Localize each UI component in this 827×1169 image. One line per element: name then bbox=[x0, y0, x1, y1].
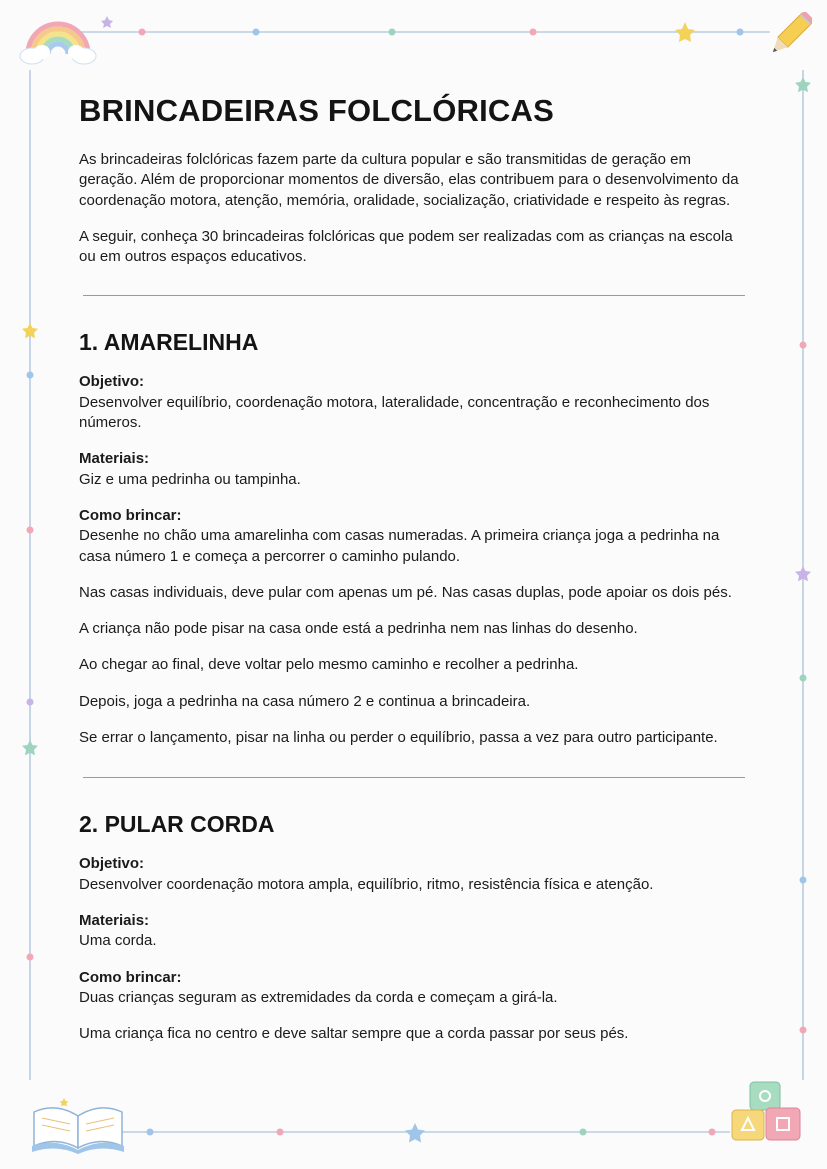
objective-text: Desenvolver equilíbrio, coordenação motora, lateralidade, concentração e reconhecimento dos números. bbox=[79, 393, 710, 432]
objective-label: Objetivo: bbox=[79, 373, 145, 391]
toy-blocks-icon bbox=[726, 1078, 808, 1146]
how-to-play-paragraph: Uma criança fica no centro e deve saltar sempre que a corda passar por seus pés. bbox=[79, 1025, 629, 1043]
how-to-play-label: Como brincar: bbox=[79, 506, 182, 524]
materials-label: Materiais: bbox=[79, 911, 150, 929]
section-divider bbox=[83, 295, 745, 296]
how-to-play-paragraph: A criança não pode pisar na casa onde está a pedrinha nem nas linhas do desenho. bbox=[79, 620, 638, 638]
how-to-play-paragraph: Nas casas individuais, deve pular com apenas um pé. Nas casas duplas, pode apoiar os dois pés. bbox=[79, 583, 732, 601]
intro-paragraph: As brincadeiras folclóricas fazem parte da cultura popular e são transmitidas de geração em geração. Além de proporcionar momentos de diversão, elas contribuem para o desenvolvimento da coordenação motora, atenção, memória, oralidade, socialização, criatividade e respeito às regras. bbox=[79, 151, 739, 209]
how-to-play-paragraph: Se errar o lançamento, pisar na linha ou perder o equilíbrio, passa a vez para outro participante. bbox=[79, 729, 718, 747]
how-to-play-paragraph: Desenhe no chão uma amarelinha com casas numeradas. A primeira criança joga a pedrinha na casa número 1 e começa a percorrer o caminho pulando. bbox=[79, 527, 720, 565]
materials-text: Uma corda. bbox=[79, 932, 157, 950]
intro-paragraph: A seguir, conheça 30 brincadeiras folclóricas que podem ser realizadas com as crianças na escola ou em outros espaços educativos. bbox=[79, 227, 733, 266]
open-book-icon bbox=[28, 1094, 128, 1156]
materials-text: Giz e uma pedrinha ou tampinha. bbox=[79, 470, 301, 488]
objective-text: Desenvolver coordenação motora ampla, equilíbrio, ritmo, resistência física e atenção. bbox=[79, 875, 654, 893]
how-to-play-label: Como brincar: bbox=[79, 968, 182, 986]
how-to-play-paragraph: Ao chegar ao final, deve voltar pelo mesmo caminho e recolher a pedrinha. bbox=[79, 656, 579, 674]
rainbow-cloud-icon bbox=[18, 8, 100, 68]
how-to-play-paragraph: Duas crianças seguram as extremidades da corda e começam a girá-la. bbox=[79, 988, 558, 1006]
document-content bbox=[79, 92, 747, 1044]
materials-label: Materiais: bbox=[79, 450, 150, 468]
how-to-play-paragraph: Depois, joga a pedrinha na casa número 2 e continua a brincadeira. bbox=[79, 692, 531, 710]
objective-label: Objetivo: bbox=[79, 855, 145, 873]
section-heading: 1. AMARELINHA bbox=[79, 329, 259, 356]
page-title: BRINCADEIRAS FOLCLÓRICAS bbox=[79, 93, 554, 128]
section-divider bbox=[83, 777, 745, 778]
section-heading: 2. PULAR CORDA bbox=[79, 811, 275, 838]
pencil-icon bbox=[762, 12, 812, 64]
